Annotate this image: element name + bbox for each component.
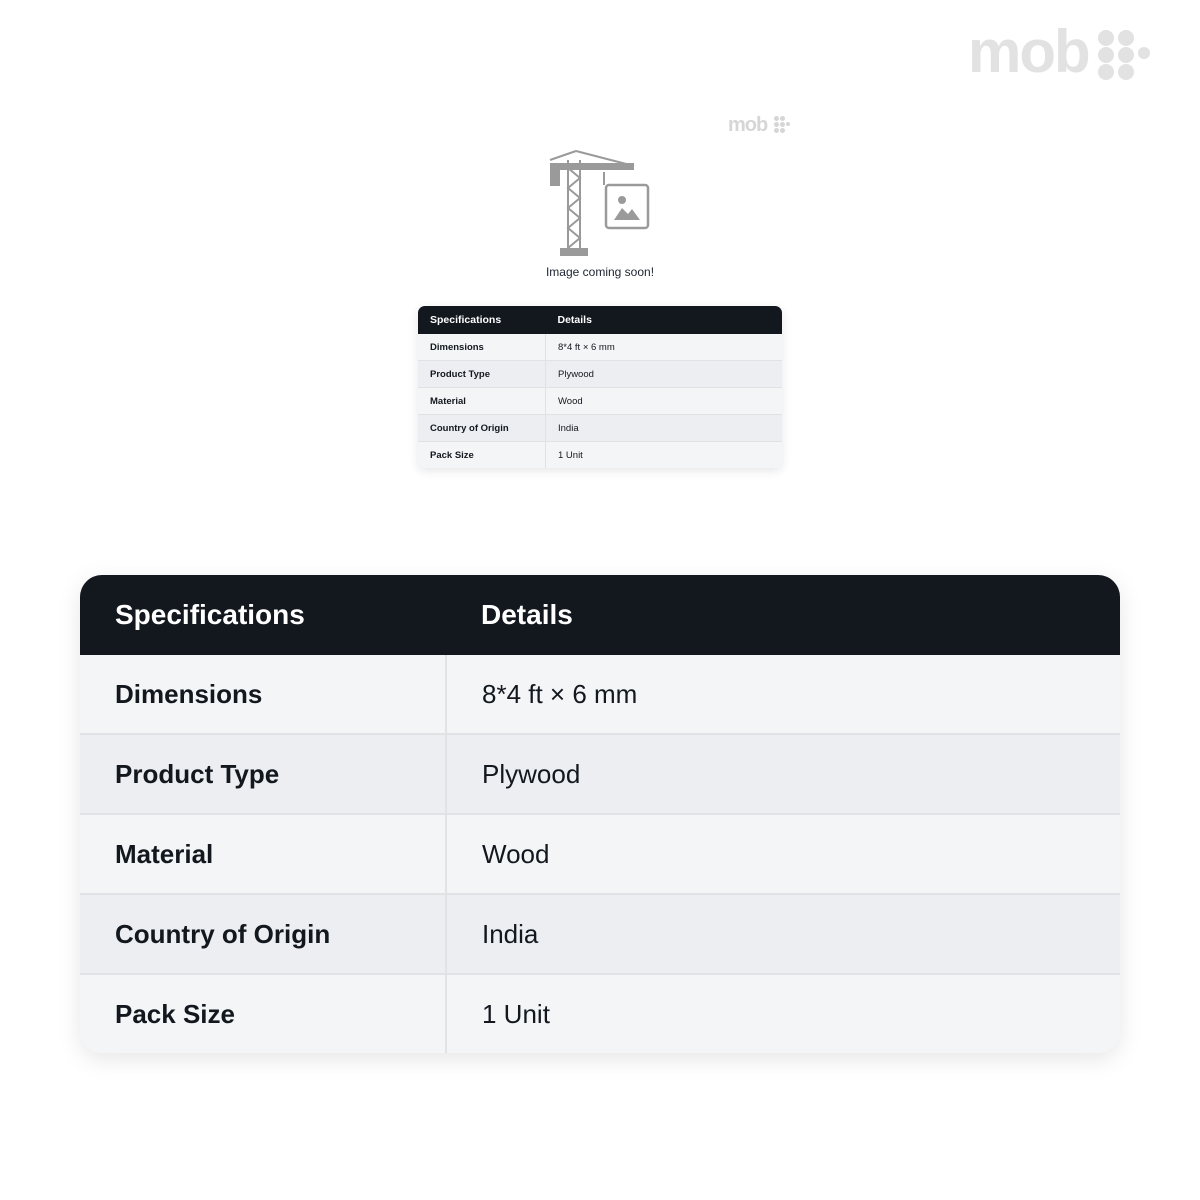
- table-header-row: [80, 575, 1120, 655]
- spec-label: Pack Size: [418, 442, 546, 469]
- brand-logo-small-text: mob: [728, 114, 768, 136]
- spec-value: Plywood: [446, 734, 1120, 814]
- table-row: [418, 334, 782, 361]
- spec-value: Wood: [446, 814, 1120, 894]
- table-row: [418, 361, 782, 388]
- spec-value: India: [446, 894, 1120, 974]
- table-row: [80, 974, 1120, 1053]
- header-specifications: Specifications: [80, 575, 446, 655]
- table-row: [80, 734, 1120, 814]
- spec-value: 1 Unit: [446, 974, 1120, 1053]
- spec-label: Material: [418, 388, 546, 415]
- spec-label: Product Type: [80, 734, 446, 814]
- table-row: [418, 442, 782, 469]
- spec-value: Plywood: [546, 361, 783, 388]
- spec-value: 8*4 ft × 6 mm: [546, 334, 783, 361]
- spec-label: Dimensions: [80, 655, 446, 734]
- table-row: [80, 894, 1120, 974]
- specifications-table: [80, 575, 1120, 1053]
- header-details: Details: [446, 575, 1120, 655]
- header-specifications: Specifications: [418, 306, 546, 334]
- spec-value: 8*4 ft × 6 mm: [446, 655, 1120, 734]
- brand-logo-text: mob: [968, 18, 1089, 85]
- spec-value: Wood: [546, 388, 783, 415]
- brand-logo-small: [728, 114, 794, 136]
- table-row: [418, 388, 782, 415]
- specifications-table-small: [418, 306, 782, 468]
- spec-label: Dimensions: [418, 334, 546, 361]
- spec-label: Product Type: [418, 361, 546, 388]
- spec-label: Country of Origin: [80, 894, 446, 974]
- spec-value: 1 Unit: [546, 442, 783, 469]
- brand-logo: [968, 18, 1152, 85]
- spec-value: India: [546, 415, 783, 442]
- image-coming-soon-caption: Image coming soon!: [545, 265, 655, 279]
- table-header-row: [418, 306, 782, 334]
- spec-label: Pack Size: [80, 974, 446, 1053]
- crane-image-icon: [546, 148, 654, 258]
- table-row: [80, 814, 1120, 894]
- spec-label: Material: [80, 814, 446, 894]
- table-row: [80, 655, 1120, 734]
- header-details: Details: [546, 306, 783, 334]
- spec-label: Country of Origin: [418, 415, 546, 442]
- table-row: [418, 415, 782, 442]
